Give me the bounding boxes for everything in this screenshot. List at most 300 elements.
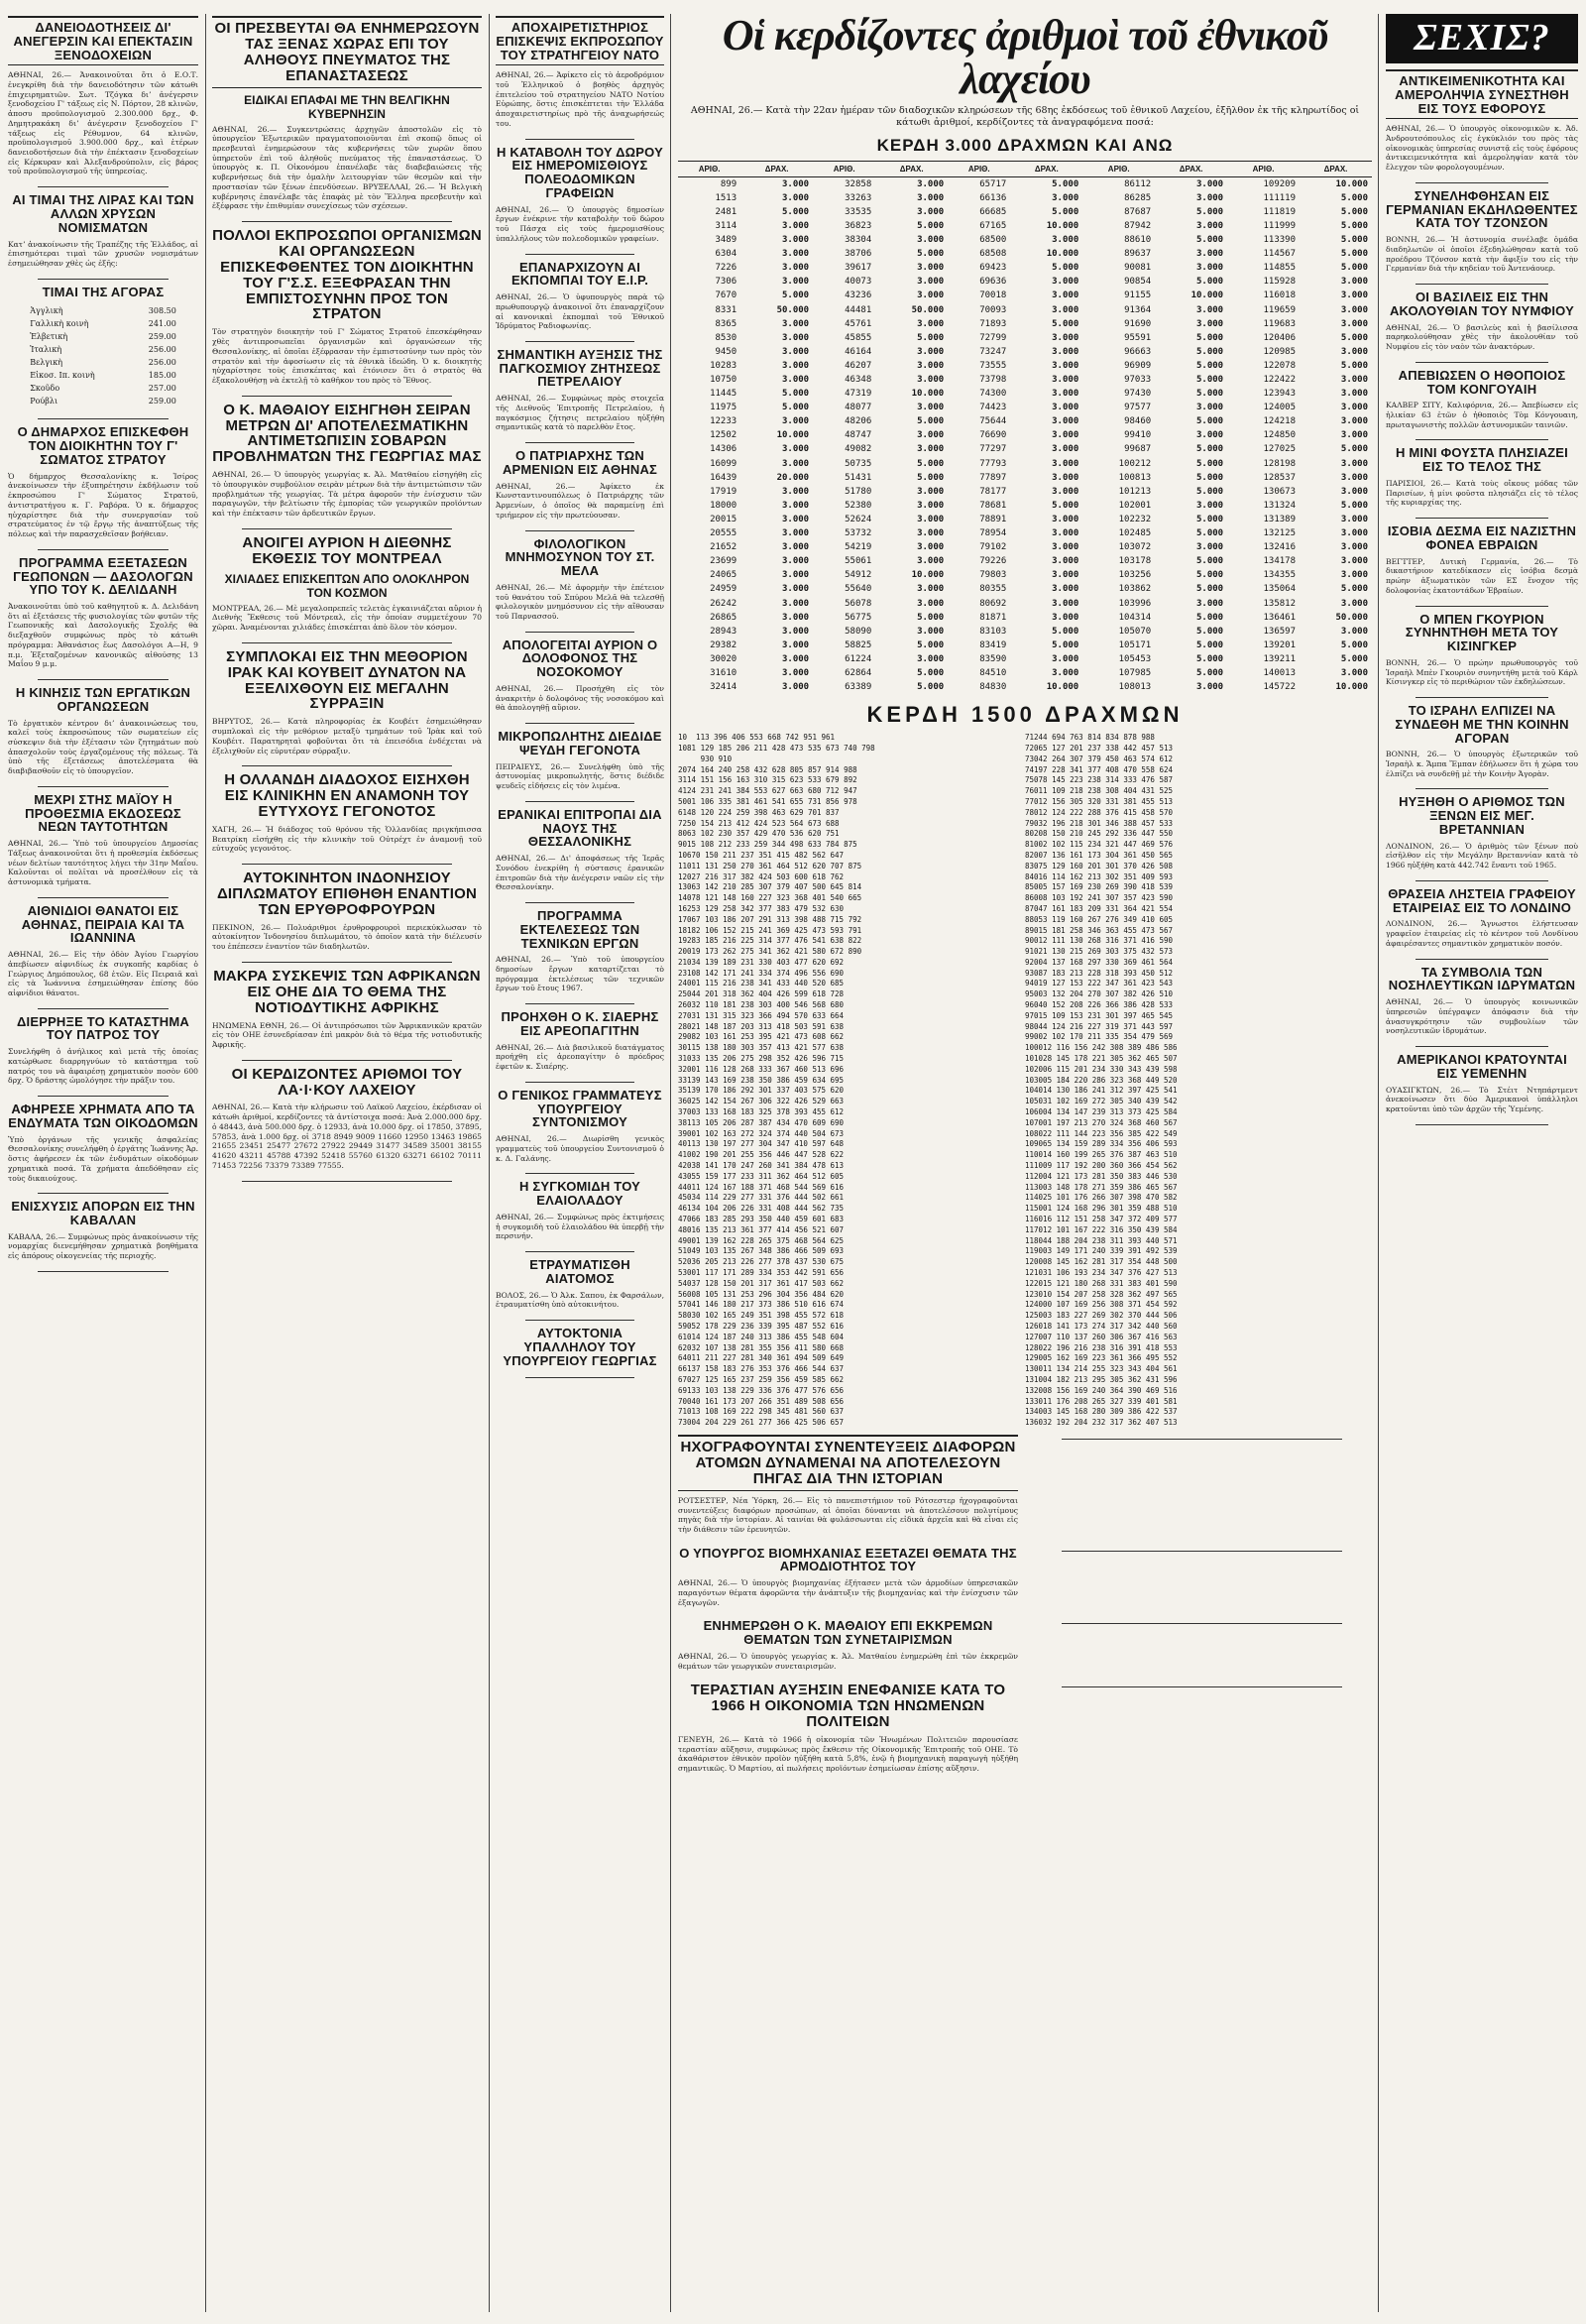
table-cell: 3.000: [781, 653, 810, 664]
table-cell: 49082: [845, 444, 872, 455]
table-cell: 75644: [979, 416, 1007, 427]
table-cell: 124005: [1263, 403, 1296, 413]
prize-line: 104014 130 186 241 312 397 425 541: [1025, 1086, 1178, 1096]
table-cell: 3.000: [781, 249, 810, 260]
table-cell: 114855: [1263, 263, 1296, 274]
table-cell: 14306: [710, 444, 737, 455]
table-cell: 43236: [845, 290, 872, 301]
prize-line: 131004 182 213 295 305 362 431 596: [1025, 1374, 1178, 1384]
prize-line: 94019 127 153 222 347 361 423 543: [1025, 979, 1174, 988]
article: [1386, 189, 1578, 274]
table-cell: 136597: [1263, 626, 1296, 637]
prize-line: 42038 141 170 247 260 341 384 478 613: [678, 1161, 845, 1171]
table-cell: 28943: [710, 626, 737, 637]
prize-line: 122015 121 180 268 331 383 401 590: [1025, 1278, 1178, 1288]
article: [1386, 290, 1578, 352]
article-body: ΑΘΗΝΑΙ, 26.— Ὁ βασιλεὺς καὶ ἡ βασίλισσα παρηκολούθησαν χθὲς τὴν ἀκολουθίαν τοῦ Νυμφίου εἰς τὸν ναὸν τῶν ἀνακτόρων.: [1386, 322, 1578, 352]
prize-line: 52036 205 213 226 277 378 437 530 675: [678, 1257, 845, 1267]
table-cell: 3.000: [781, 346, 810, 357]
prize-line: 45034 114 229 277 331 376 444 502 661: [678, 1193, 845, 1203]
table-cell: 76690: [979, 430, 1007, 441]
prize-heading-1500: ΚΕΡΔΗ 1500 ΔΡΑΧΜΩΝ: [866, 702, 1184, 728]
price-name: Ἀγγλικὴ: [30, 306, 63, 316]
table-cell: 5.000: [1340, 220, 1368, 231]
table-cell: 103072: [1118, 542, 1152, 553]
article: [678, 1681, 1018, 1774]
article-body: ΒΟΛΟΣ, 26.— Ὁ Ἀλκ. Σαπου, ἐκ Φαρσάλων, ἐτραυματίσθη ὑπὸ αὐτοκινήτου.: [496, 1290, 664, 1310]
article-headline: ΠΡΟΓΡΑΜΜΑ ΕΞΕΤΑΣΕΩΝ ΓΕΩΠΟΝΩΝ — ΔΑΣΟΛΟΓΩΝ ΥΠΟ ΤΟΥ Κ. ΔΕΛΙΔΑΝΗ: [13, 554, 193, 598]
article-body: ΓΕΝΕΥΗ, 26.— Κατὰ τὸ 1966 ἡ οἰκονομία τῶν Ἡνωμένων Πολιτειῶν παρουσίασε τεραστίαν αὔξησιν, συμφώνως πρὸς ἔκθεσιν τῆς Οἰκονομικῆς Ἐπιτροπῆς τοῦ ΟΗΕ. Τὸ ἀκαθάριστον ἐθνικὸν προϊὸν ηὐξήθη κατὰ 5,8%, ἐνῷ ἡ βιομηχανικὴ παραγωγὴ ηὐξήθη σημαντικῶς. Ὁ Μαρτίου, αἱ πωλήσεις προϊόντων ἐσημείωσαν ἐπίσης αὔξησιν.: [678, 1735, 1018, 1774]
article-body: ΒΗΡΥΤΟΣ, 26.— Κατὰ πληροφορίας ἐκ Κουβέιτ ἐσημειώθησαν συμπλοκαὶ εἰς τὴν μεθόριον μεταξὺ τμημάτων τοῦ Ἰρὰκ καὶ τοῦ Κουβέιτ. Παρατηρηταὶ φοβοῦνται ὅτι τὰ ἐπεισόδια ἐνδέχεται νὰ ἐξελιχθοῦν εἰς εὐρυτέραν σύρραξιν.: [212, 717, 482, 755]
divider: [1062, 1623, 1342, 1624]
column-rule: [1378, 14, 1379, 2312]
table-cell: 3.000: [917, 444, 945, 455]
table-cell: 3.000: [781, 192, 810, 203]
table-cell: 3.000: [1052, 430, 1079, 441]
article-body: ΟΥΑΣΙΓΚΤΩΝ, 26.— Τὸ Στέιτ Ντηπάρτμεντ ἀνεκοίνωσεν ὅτι δύο Ἀμερικανοὶ ὑπάλληλοι κρατοῦνται ὑπὸ τῶν ἀρχῶν τῆς Ὑεμένης.: [1386, 1085, 1578, 1113]
table-cell: 3.000: [781, 235, 810, 246]
table-cell: 78891: [979, 514, 1007, 524]
article: [212, 772, 482, 854]
prize-line: 10 113 396 406 553 668 742 951 961: [678, 733, 836, 743]
table-cell: 24065: [710, 570, 737, 581]
article: [496, 1327, 664, 1367]
article-body: ΚΑΛΒΕΡ ΣΙΤΥ, Καλιφόρνια, 26.— Ἀπεβίωσεν εἰς ἡλικίαν 63 ἐτῶν ὁ ἠθοποιὸς Τὸμ Κόνγουαιη, πρωταγωνιστὴς πολλῶν ἀστυνομικῶν ταινιῶν.: [1386, 401, 1578, 429]
price-name: Βελγικὴ: [30, 358, 63, 368]
prize-line: 82007 136 161 173 304 361 450 565: [1025, 850, 1174, 860]
table-cell: 3.000: [1052, 458, 1079, 469]
article-body: Συνελήφθη ὁ ἀνήλικος καὶ μετὰ τῆς ὁποίας κατώρθωσε διαρρηγνύων τὸ κατάστημα τοῦ πατρός του νὰ ἀφαιρέσῃ χρηματικὸν ποσὸν 600 δρχ. Ὁ δράστης ὡμολόγησε τὴν πρᾶξιν του.: [8, 1047, 198, 1086]
article-headline: ΑΙ ΤΙΜΑΙ ΤΗΣ ΛΙΡΑΣ ΚΑΙ ΤΩΝ ΑΛΛΩΝ ΧΡΥΣΩΝ ΝΟΜΙΣΜΑΤΩΝ: [12, 192, 194, 235]
table-cell: 3.000: [917, 403, 945, 413]
table-cell: 1513: [715, 192, 737, 203]
prize-line: 108022 111 144 223 356 385 422 549: [1025, 1128, 1178, 1138]
table-cell: 77297: [979, 444, 1007, 455]
prize-line: 64011 211 227 281 340 361 494 509 649: [678, 1353, 845, 1363]
prize-line: 10670 150 211 237 351 415 482 562 647: [678, 850, 845, 860]
price-value: 256.00: [148, 358, 176, 368]
table-cell: 3.000: [781, 528, 810, 539]
table-cell: 65717: [979, 178, 1007, 189]
table-cell: 3.000: [1052, 514, 1079, 524]
table-cell: 115928: [1263, 277, 1296, 288]
table-row: [678, 639, 1372, 652]
table-cell: 102001: [1118, 500, 1152, 511]
table-cell: 33263: [845, 192, 872, 203]
table-cell: 5.000: [1340, 639, 1368, 650]
article-body: ΒΟΝΝΗ, 26.— Ὁ ὑπουργὸς ἐξωτερικῶν τοῦ Ἰσραὴλ κ. Ἄμπα Ἔμπαν ἐδήλωσεν ὅτι ἡ χώρα του ἐλπίζει νὰ συνδεθῇ μὲ τὴν Κοινὴν Ἀγορὰν.: [1386, 750, 1578, 778]
article-headline: ΠΟΛΛΟΙ ΕΚΠΡΟΣΩΠΟΙ ΟΡΓΑΝΙΣΜΩΝ ΚΑΙ ΟΡΓΑΝΩΣΕΩΝ ΕΠΙΣΚΕΦΘΕΝΤΕΣ ΤΟΝ ΔΙΟΙΚΗΤΗΝ ΤΟΥ Γ'Σ.Σ. ΕΞΕΦΡΑΣΑΝ ΤΗΝ ΕΜΠΙΣΤΟΣΥΝΗΝ ΠΡΟΣ ΤΟΝ ΣΤΡΑΤΟΝ: [212, 227, 482, 323]
table-cell: 122422: [1263, 375, 1296, 385]
divider: [1416, 788, 1548, 789]
table-row: [678, 526, 1372, 540]
table-cell: 3.000: [917, 277, 945, 288]
table-row: [678, 625, 1372, 639]
prize-line: 25044 201 318 362 404 426 599 618 728: [678, 989, 845, 999]
article: [8, 686, 198, 776]
table-cell: 3.000: [1340, 375, 1368, 385]
table-cell: 50735: [845, 458, 872, 469]
table-header: ΑΡΙΘ.: [948, 161, 1010, 176]
table-cell: 3.000: [781, 444, 810, 455]
article: [1386, 446, 1578, 508]
table-cell: 5.000: [1195, 235, 1224, 246]
table-cell: 96663: [1124, 346, 1152, 357]
article-headline: ΑΥΤΟΚΙΝΗΤΟΝ ΙΝΔΟΝΗΣΙΟΥ ΔΙΠΛΩΜΑΤΟΥ ΕΠΙΘΗΘΗ ΕΝΑΝΤΙΟΝ ΤΩΝ ΕΡΥΘΡΟΦΡΟΥΡΩΝ: [216, 870, 478, 918]
prize-line: 117012 101 167 222 316 350 439 584: [1025, 1224, 1178, 1234]
table-cell: 101213: [1118, 486, 1152, 497]
article-headline: ΑΝΤΙΚΕΙΜΕΝΙΚΟΤΗΤΑ ΚΑΙ ΑΜΕΡΟΛΗΨΙΑ ΣΥΝΕΣΤΗΘΗ ΕΙΣ ΤΟΥΣ ΕΦΟΡΟΥΣ: [1386, 69, 1578, 119]
table-header: ΑΡΙΘ.: [1082, 161, 1155, 176]
table-cell: 12502: [710, 430, 737, 441]
divider: [525, 1082, 634, 1083]
article-headline: ΠΡΟΗΧΘΗ Ο Κ. ΣΙΑΕΡΗΣ ΕΙΣ ΑΡΕΟΠΑΓΙΤΗΝ: [501, 1009, 659, 1038]
divider: [525, 902, 634, 903]
table-cell: 3.000: [781, 318, 810, 329]
table-cell: 38304: [845, 235, 872, 246]
table-cell: 71893: [979, 318, 1007, 329]
divider: [1416, 697, 1548, 698]
table-row: [678, 471, 1372, 485]
table-cell: 3.000: [781, 178, 810, 189]
article-headline: Ο ΠΑΤΡΙΑΡΧΗΣ ΤΩΝ ΑΡΜΕΝΙΩΝ ΕΙΣ ΑΘΗΝΑΣ: [502, 448, 658, 477]
divider: [38, 1271, 169, 1272]
prize-line: 31033 135 206 275 298 352 426 596 715: [678, 1054, 845, 1064]
table-cell: 50.000: [776, 304, 810, 315]
table-cell: 46207: [845, 360, 872, 371]
table-cell: 3.000: [917, 514, 945, 524]
article: [1386, 966, 1578, 1036]
article-headline: ΠΡΟΓΡΑΜΜΑ ΕΚΤΕΛΕΣΕΩΣ ΤΩΝ ΤΕΧΝΙΚΩΝ ΕΡΓΩΝ: [519, 908, 640, 951]
prize-line: 103005 184 220 286 323 368 449 520: [1025, 1075, 1178, 1085]
table-cell: 20.000: [776, 472, 810, 483]
price-row: [29, 331, 177, 342]
center-bottom-articles: [678, 1433, 1372, 1784]
table-cell: 7670: [715, 290, 737, 301]
price-value: 185.00: [148, 371, 176, 381]
table-cell: 3.000: [1052, 416, 1079, 427]
prize-line: 91021 130 215 269 303 375 432 573: [1025, 947, 1174, 957]
table-cell: 135812: [1263, 598, 1296, 609]
table-cell: 134178: [1263, 556, 1296, 567]
article-body: ΚΑΒΑΛΑ, 26.— Συμφώνως πρὸς ἀνακοίνωσιν τῆς νομαρχίας διενεμήθησαν χρηματικὰ βοηθήματα εἰς ἀπόρους οἰκογενείας τῆς περιοχῆς.: [8, 1231, 198, 1261]
prize-line: 72065 127 201 237 338 442 457 513: [1025, 743, 1174, 753]
table-cell: 84510: [979, 667, 1007, 678]
table-cell: 79226: [979, 556, 1007, 567]
article-body: ΑΘΗΝΑΙ, 26.— Ἀνακοινοῦται ὅτι ὁ Ε.Ο.Τ. ἐνεγκρίθη διὰ τὴν δανειοδότησιν τῶν κάτωθι ἐπιχειρηματιῶν. Σωτ. Τζόγκα διʼ ἀνέγερσιν ξενοδοχείου Γ' τάξεως εἰς Ν. Πόρτον, 28 κλινῶν, ἀποσυ προϋπολογισμοῦ 2.300.000 δρχ., Φ. Δημητρακάκη διʼ ἀνέγερσιν ξενοδοχείου Γ' τάξεως εἰς Ρέθυμνον, 64 κλινῶν, προϋπολογισμοῦ 3.900.000 δρχ., καὶ ἑτέρων δανειοδοτήσεων διὰ τὴν ἐπέκτασιν ξενοδοχείων εἰς Κέρκυραν καὶ Ἀλεξανδρούπολιν, εἰς βάρος τοῦ προϋπολογισμοῦ τῆς ὑπηρεσίας.: [8, 70, 198, 176]
article: [212, 649, 482, 755]
table-cell: 3.000: [917, 192, 945, 203]
table-cell: 5.000: [917, 416, 945, 427]
article: [8, 286, 198, 409]
table-cell: 134355: [1263, 570, 1296, 581]
table-cell: 3.000: [1195, 682, 1224, 693]
article-body: ΠΕΙΡΑΙΕΥΣ, 26.— Συνελήφθη ὑπὸ τῆς ἀστυνομίας μικροπωλητής, ὅστις διέδιδε ψευδεῖς εἰδήσεις εἰς τὸν λιμένα.: [496, 761, 664, 791]
table-cell: 3.000: [917, 556, 945, 567]
table-cell: 3.000: [1340, 472, 1368, 483]
table-cell: 3.000: [1052, 486, 1079, 497]
table-cell: 107985: [1118, 667, 1152, 678]
prize-line: 130011 134 214 255 323 343 404 561: [1025, 1364, 1178, 1374]
column-2: [212, 14, 482, 2312]
table-cell: 87687: [1124, 206, 1152, 217]
article-body: ΒΕΓΤΤΕΡ, Δυτικὴ Γερμανία, 26.— Τὸ δικαστήριον κατεδίκασεν εἰς ἰσόβια δεσμὰ πρώην ἀξιωματικὸν τῶν ΕΣ ἕνοχον τῆς δολοφονίας ἑκατοντάδων Ἑβραίων.: [1386, 556, 1578, 595]
table-cell: 5.000: [1195, 653, 1224, 664]
table-cell: 86112: [1124, 178, 1152, 189]
prize-line: 97015 109 153 231 301 397 465 545: [1025, 1010, 1174, 1020]
table-cell: 103256: [1118, 570, 1152, 581]
table-row: [678, 359, 1372, 373]
price-table: [27, 303, 179, 408]
prize-line: 93087 183 213 228 318 393 450 512: [1025, 968, 1174, 978]
table-cell: 3489: [715, 235, 737, 246]
table-cell: 108013: [1118, 682, 1152, 693]
prize-line: 133011 176 208 265 327 339 401 581: [1025, 1396, 1178, 1406]
table-cell: 63389: [845, 682, 872, 693]
article: [496, 730, 664, 791]
article-body: ΑΘΗΝΑΙ, 26.— Ὁ ὑπουργὸς δημοσίων ἔργων ἐνέκρινε τὴν καταβολὴν τοῦ δώρου τοῦ Πάσχα εἰς τοὺς ἡμερομισθίους ὑπαλλήλους τῶν πολεοδομικῶν γραφείων.: [496, 204, 664, 243]
table-cell: 73555: [979, 360, 1007, 371]
table-cell: 128198: [1263, 458, 1296, 469]
prize-line: 74197 228 341 377 408 470 558 624: [1025, 764, 1174, 774]
divider: [525, 1377, 634, 1378]
table-row: [678, 331, 1372, 345]
table-cell: 5.000: [1340, 249, 1368, 260]
table-cell: 69636: [979, 277, 1007, 288]
table-cell: 95591: [1124, 332, 1152, 343]
table-cell: 135064: [1263, 584, 1296, 595]
article-body: ΑΘΗΝΑΙ, 26.— Ἀφίκετο εἰς τὸ ἀεροδρόμιον τοῦ Ἑλληνικοῦ ὁ βοηθὸς ἀρχηγὸς ἐπιτελείου τοῦ στρατηγείου ΝΑΤΟ Νοτίου Εὐρώπης, ὅστις ἐπισκέπτεται τὴν Ἑλλάδα ἀποχαιρετιστηρίως πρὸ τῆς ἀναχωρήσεώς του.: [496, 70, 664, 128]
table-cell: 124218: [1263, 416, 1296, 427]
table-row: [678, 499, 1372, 513]
column-rule: [205, 14, 206, 2312]
article-body: Ὁ δήμαρχος Θεσσαλονίκης κ. Ἰσίρος ἀνεκοίνωσεν τὴν ἐξυπηρέτησιν ἐκδήλωσιν τοῦ ἐκπροσώπου Γ' Σώματος Στρατοῦ, ἀντιστρατήγου κ. Γ. Ραβόρα. Ὁ κ. δήμαρχος ηὐχαρίστησε διὰ τὴν συνεργασίαν τοῦ στρατεύματος ἐν τῷ ἔργῳ τῆς ἀναπτύξεως τῆς πόλεως καὶ τὴν παρασχεθεῖσαν βοήθειαν.: [8, 471, 198, 539]
table-cell: 3.000: [1340, 389, 1368, 400]
table-cell: 3.000: [917, 528, 945, 539]
article-kicker: ΕΙΔΙΚΑΙ ΕΠΑΦΑΙ ΜΕ ΤΗΝ ΒΕΛΓΙΚΗΝ ΚΥΒΕΡΝΗΣΙΝ: [244, 92, 450, 121]
prize-line: 59052 178 229 236 339 395 487 552 616: [678, 1321, 845, 1331]
table-cell: 99410: [1124, 430, 1152, 441]
table-cell: 5.000: [1195, 626, 1224, 637]
table-row: [678, 401, 1372, 414]
article-body: Τὸν στρατηγὸν διοικητὴν τοῦ Γ' Σώματος Στρατοῦ ἐπεσκέφθησαν χθὲς ἀντιπροσωπεῖαι ὀργανισμῶν καὶ ὀργανώσεων τῆς Θεσσαλονίκης, αἱ ὁποῖαι ἐξέφρασαν τὴν ἐμπιστοσύνην των πρὸς τὸν στρατὸν καὶ τὴν ἀφοσίωσιν εἰς τὰ ἐθνικὰ ἰδεώδη. Ὁ κ. διοικητὴς ηὐχαρίστησε τοὺς ἐπισκέπτας καὶ ἐτόνισεν ὅτι ὁ στρατὸς θὰ ἐξακολουθήσῃ νὰ ἐκτελῇ τὸ καθῆκον του πρὸς τὸ Ἔθνος.: [212, 327, 482, 385]
table-cell: 20555: [710, 528, 737, 539]
table-cell: 56775: [845, 612, 872, 623]
article: [1386, 704, 1578, 778]
article-headline: ΜΙΚΡΟΠΩΛΗΤΗΣ ΔΙΕΔΙΔΕ ΨΕΥΔΗ ΓΕΓΟΝΟΤΑ: [498, 729, 662, 757]
table-row: [678, 568, 1372, 582]
prize-line: 129005 162 169 223 361 366 495 552: [1025, 1353, 1178, 1363]
table-cell: 45855: [845, 332, 872, 343]
column-1: [8, 14, 198, 2312]
prize-1500-lists: [678, 733, 1372, 1427]
prize-line: 83075 129 160 201 301 370 426 508: [1025, 861, 1174, 871]
prize-line: 127007 110 137 260 306 367 416 563: [1025, 1332, 1178, 1341]
table-row: [678, 191, 1372, 205]
prize-line: 81002 102 115 234 321 447 469 576: [1025, 840, 1174, 850]
table-cell: 96909: [1124, 360, 1152, 371]
prize-line: 123010 154 207 258 328 362 497 565: [1025, 1289, 1178, 1299]
table-cell: 3.000: [917, 375, 945, 385]
table-cell: 5.000: [917, 458, 945, 469]
article-headline: ΤΟ ΙΣΡΑΗΛ ΕΛΠΙΖΕΙ ΝΑ ΣΥΝΔΕΘΗ ΜΕ ΤΗΝ ΚΟΙΝΗΝ ΑΓΟΡΑΝ: [1395, 702, 1569, 746]
prize-line: 44011 124 167 188 371 468 544 569 616: [678, 1182, 845, 1192]
table-cell: 90854: [1124, 277, 1152, 288]
table-cell: 3.000: [781, 612, 810, 623]
divider: [1416, 880, 1548, 881]
table-row: [678, 428, 1372, 442]
table-cell: 131389: [1263, 514, 1296, 524]
prize-line: 132008 156 169 240 364 390 469 516: [1025, 1385, 1178, 1395]
table-cell: 109209: [1263, 178, 1296, 189]
table-cell: 3.000: [1340, 598, 1368, 609]
price-name: Εἰκοσ. Ιπ. κοινὴ: [30, 371, 95, 381]
prize-line: 43055 159 177 233 311 362 464 512 605: [678, 1171, 845, 1181]
table-cell: 3.000: [1052, 472, 1079, 483]
divider: [38, 679, 169, 680]
table-cell: 3.000: [1052, 290, 1079, 301]
table-cell: 123943: [1263, 389, 1296, 400]
table-cell: 16099: [710, 458, 737, 469]
table-cell: 139211: [1263, 653, 1296, 664]
table-cell: 3.000: [1340, 416, 1368, 427]
divider: [38, 786, 169, 787]
table-cell: 55061: [845, 556, 872, 567]
prize-line: 23108 142 171 241 334 374 496 556 690: [678, 968, 845, 978]
table-row: [678, 554, 1372, 568]
article-body: ΡΟΤΣΕΣΤΕΡ, Νέα Ὑόρκη, 26.— Εἰς τὸ πανεπιστήμιον τοῦ Ρότσεστερ ἠχογραφοῦνται συνεντεύξεις διαφόρων προσώπων, αἱ ὁποῖαι δύνανται νὰ ἀποτελέσουν πολυτίμους πηγὰς διὰ τὴν ἱστορίαν. Αἱ ταινίαι θὰ φυλάσσωνται εἰς εἰδικὰ ἀρχεῖα καὶ θὰ εἶναι εἰς τὴν διάθεσιν τῶν ἐρευνητῶν.: [678, 1495, 1018, 1534]
prize-line: 84016 114 162 213 302 351 409 593: [1025, 872, 1174, 881]
table-cell: 55640: [845, 584, 872, 595]
prize-line: 134003 145 168 280 309 386 422 537: [1025, 1407, 1178, 1417]
article-body: Τὸ ἐργατικὸν κέντρον διʼ ἀνακοινώσεως του, καλεῖ τοὺς ἐκπροσώπους τῶν σωματείων εἰς σύσκεψιν διὰ τὴν ἐξέτασιν τῶν ζητημάτων ποὺ ἀπασχολοῦν τοὺς ἐργαζομένους τῆς πόλεως. Τὰ ὑπὸ τῆς ἐξετάσεως ἀποτελέσματα θὰ διαβιβασθοῦν εἰς τὸ ὑπουργεῖον.: [8, 718, 198, 776]
table-cell: 3.000: [1340, 542, 1368, 553]
table-cell: 5.000: [1195, 584, 1224, 595]
divider: [525, 1173, 634, 1174]
table-cell: 3.000: [1052, 598, 1079, 609]
article-headline: ΣΗΜΑΝΤΙΚΗ ΑΥΞΗΣΙΣ ΤΗΣ ΠΑΓΚΟΣΜΙΟΥ ΖΗΤΗΣΕΩΣ ΠΕΤΡΕΛΑΙΟΥ: [497, 346, 663, 390]
prize-line: 77012 156 305 320 331 381 455 513: [1025, 796, 1174, 806]
lottery-intro: ΑΘΗΝΑΙ, 26.— Κατὰ τὴν 22αν ἡμέραν τῶν διαδοχικῶν κληρώσεων τῆς 68ης ἐκδόσεως τοῦ ἐθνικοῦ Λαχείου, ἐξῆλθον ἐκ τῆς κληρωτίδος οἱ κάτωθι ἀριθμοί, κερδίζοντες τὰ ἀναγραφόμενα ποσά:: [690, 105, 1360, 129]
divider: [525, 1320, 634, 1321]
price-row: [29, 396, 177, 407]
table-row: [678, 247, 1372, 261]
article-headline: ΑΠΟΛΟΓΕΙΤΑΙ ΑΥΡΙΟΝ Ο ΔΟΛΟΦΟΝΟΣ ΤΗΣ ΝΟΣΟΚΟΜΟΥ: [502, 637, 658, 680]
table-cell: 3.000: [781, 332, 810, 343]
table-header: ΔΡΑΧ.: [1300, 161, 1372, 176]
table-header: ΑΡΙΘ.: [678, 161, 740, 176]
table-cell: 102485: [1118, 528, 1152, 539]
table-cell: 83419: [979, 639, 1007, 650]
table-cell: 87942: [1124, 220, 1152, 231]
prize-line: 111009 117 192 200 360 366 454 562: [1025, 1161, 1178, 1171]
article-body: Ἀνακοινοῦται ὑπὸ τοῦ καθηγητοῦ κ. Δ. Δελιδάνη ὅτι αἱ ἐξετάσεις τῆς φυσιολογίας τῶν φυτῶν τῆς Γεωπονικῆς καὶ Δασολογικῆς Σχολῆς θὰ διεξαχθοῦν συμφώνως πρὸς τὸ κάτωθι πρόγραμμα: Ἀθανάσιος ἕως Δασολόγοι Α—Η, 9 π.μ. Ἐξεταζομένων κανονικῶς αἰθούσης 13 Μαΐου 9 μ.μ.: [8, 602, 198, 669]
table-cell: 3.000: [1340, 403, 1368, 413]
article-headline: ΗΧΟΓΡΑΦΟΥΝΤΑΙ ΣΥΝΕΝΤΕΥΞΕΙΣ ΔΙΑΦΟΡΩΝ ΑΤΟΜΩΝ ΔΥΝΑΜΕΝΑΙ ΝΑ ΑΠΟΤΕΛΕΣΟΥΝ ΠΗΓΑΣ ΔΙΑ ΤΗΝ ΙΣΤΟΡΙΑΝ: [678, 1435, 1018, 1491]
lottery-section: [678, 14, 1372, 2312]
table-cell: 5.000: [917, 472, 945, 483]
price-value: 259.00: [148, 332, 176, 342]
prize-line: 73042 264 307 379 450 463 574 612: [1025, 754, 1174, 763]
table-cell: 3.000: [1052, 653, 1079, 664]
article-headline: ΦΙΛΟΛΟΓΙΚΟΝ ΜΝΗΜΟΣΥΝΟΝ ΤΟΥ ΣΤ. ΜΕΛΑ: [505, 535, 655, 579]
table-cell: 72799: [979, 332, 1007, 343]
article-headline: ΟΙ ΠΡΕΣΒΕΥΤΑΙ ΘΑ ΕΝΗΜΕΡΩΣΟΥΝ ΤΑΣ ΞΕΝΑΣ ΧΩΡΑΣ ΕΠΙ ΤΟΥ ΑΛΗΘΟΥΣ ΠΝΕΥΜΑΤΟΣ ΤΗΣ ΕΠΑΝΑΣΤΑΣΕΩΣ: [212, 16, 482, 88]
table-cell: 3.000: [917, 626, 945, 637]
divider: [242, 221, 452, 222]
prize-list-left: [678, 733, 1015, 1427]
table-cell: 3.000: [1052, 277, 1079, 288]
article: [496, 146, 664, 244]
table-cell: 45761: [845, 318, 872, 329]
table-cell: 69423: [979, 263, 1007, 274]
table-cell: 5.000: [917, 682, 945, 693]
article-headline: ΣΥΜΠΛΟΚΑΙ ΕΙΣ ΤΗΝ ΜΕΘΟΡΙΟΝ ΙΡΑΚ ΚΑΙ ΚΟΥΒΕΙΤ ΔΥΝΑΤΟΝ ΝΑ ΕΞΕΛΙΧΘΟΥΝ ΕΙΣ ΜΕΓΑΛΗΝ ΣΥΡΡΑΞΙΝ: [226, 647, 468, 713]
table-cell: 10.000: [911, 570, 945, 581]
prize-line: 126018 141 173 274 317 342 440 560: [1025, 1321, 1178, 1331]
article-body: ΠΑΡΙΣΙΟΙ, 26.— Κατὰ τοὺς οἴκους μόδας τῶν Παρισίων, ἡ μίνι φοῦστα πλησιάζει εἰς τὸ τέλος τῆς κυριαρχίας της.: [1386, 478, 1578, 508]
prize-line: 14078 121 148 160 227 323 368 401 540 665: [678, 893, 862, 903]
prize-line: 35139 170 186 292 301 337 403 575 620: [678, 1086, 845, 1096]
price-row: [29, 383, 177, 394]
table-cell: 5.000: [1340, 500, 1368, 511]
article-headline: ΑΠΟΧΑΙΡΕΤΙΣΤΗΡΙΟΣ ΕΠΙΣΚΕΨΙΣ ΕΚΠΡΟΣΩΠΟΥ ΤΟΥ ΣΤΡΑΤΗΓΕΙΟΥ ΝΑΤΟ: [496, 16, 664, 65]
article: [8, 793, 198, 887]
table-cell: 70093: [979, 304, 1007, 315]
table-cell: 5.000: [1195, 639, 1224, 650]
prize-line: 930 910: [678, 754, 733, 763]
table-cell: 3.000: [1195, 178, 1224, 189]
column-3: [496, 14, 664, 2312]
article: [496, 1010, 664, 1072]
table-cell: 8365: [715, 318, 737, 329]
table-cell: 899: [720, 178, 737, 189]
lottery-title: Οἱ κερδίζοντες ἀριθμοὶ τοῦ ἐθνικοῦ λαχείου: [722, 14, 1328, 103]
article-headline: ΤΑ ΣΥΜΒΟΛΙΑ ΤΩΝ ΝΟΣΗΛΕΥΤΙΚΩΝ ΙΔΡΥΜΑΤΩΝ: [1388, 964, 1576, 993]
prize-line: 11011 131 250 270 361 464 512 620 707 875: [678, 861, 862, 871]
article-headline: ΜΕΧΡΙ ΣΤΗΣ ΜΑΪΟΥ Η ΠΡΟΘΕΣΜΙΑ ΕΚΔΟΣΕΩΣ ΝΕΩΝ ΤΑΥΤΟΤΗΤΩΝ: [25, 791, 181, 835]
table-row: [678, 289, 1372, 302]
table-cell: 3.000: [781, 360, 810, 371]
prize-line: 90012 111 130 268 316 371 416 590: [1025, 936, 1174, 946]
divider: [242, 765, 452, 766]
divider: [525, 801, 634, 802]
divider: [38, 549, 169, 550]
table-cell: 5.000: [1052, 500, 1079, 511]
table-cell: 98460: [1124, 416, 1152, 427]
table-cell: 3.000: [1340, 290, 1368, 301]
table-cell: 44481: [845, 304, 872, 315]
table-header: ΑΡΙΘ.: [1227, 161, 1300, 176]
table-cell: 97430: [1124, 389, 1152, 400]
prize-line: 98044 124 216 227 319 371 443 597: [1025, 1021, 1174, 1031]
table-cell: 130673: [1263, 486, 1296, 497]
table-cell: 5.000: [1340, 444, 1368, 455]
prize-line: 16253 129 258 342 377 383 479 532 630: [678, 903, 845, 913]
table-cell: 3.000: [1340, 528, 1368, 539]
article-headline: ΑΠΕΒΙΩΣΕΝ Ο ΗΘΟΠΟΙΟΣ ΤΟΜ ΚΟΝΓΟΥΑΙΗ: [1398, 367, 1566, 397]
table-row: [678, 233, 1372, 247]
article-headline: ΑΝΟΙΓΕΙ ΑΥΡΙΟΝ Η ΔΙΕΘΝΗΣ ΕΚΘΕΣΙΣ ΤΟΥ ΜΟΝΤΡΕΑΛ: [242, 533, 452, 567]
prize-line: 95003 132 204 270 307 382 426 510: [1025, 989, 1174, 999]
price-row: [29, 318, 177, 329]
table-cell: 79102: [979, 542, 1007, 553]
article-body: ΒΟΝΝΗ, 26.— Ἡ ἀστυνομία συνέλαβε ὁμάδα διαδηλωτῶν οἱ ὁποῖοι ἐξεδηλώθησαν κατὰ τοῦ προέδρου Τζόνσον κατὰ τὴν ἄφιξίν του εἰς τὴν Γερμανίαν διὰ τὴν κηδείαν τοῦ Ἀντενάουερ.: [1386, 235, 1578, 274]
table-cell: 3.000: [781, 556, 810, 567]
table-cell: 122078: [1263, 360, 1296, 371]
article: [496, 808, 664, 892]
table-cell: 3.000: [1052, 403, 1079, 413]
